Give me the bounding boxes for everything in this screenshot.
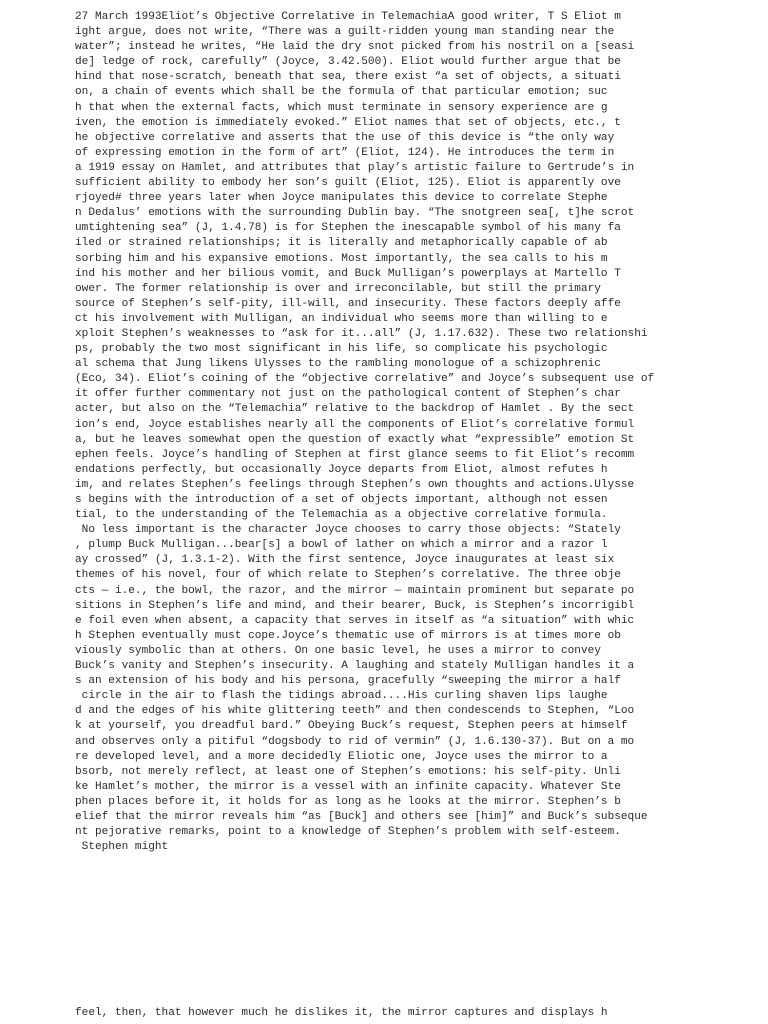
text-line: bsorb, not merely reflect, at least one of Stephen’s emotions: his self-pity. Unli xyxy=(75,765,621,778)
text-line: circle in the air to flash the tidings abroad....His curling shaven lips laughe xyxy=(75,690,608,703)
text-line: h that when the external facts, which must terminate in sensory experience are g xyxy=(75,101,608,114)
text-line: sorbing him and his expansive emotions. Most importantly, the sea calls to his m xyxy=(75,252,608,265)
text-line: ight argue, does not write, “There was a guilt-ridden young man standing near the xyxy=(75,26,615,39)
text-line: al schema that Jung likens Ulysses to the rambling monologue of a schizophrenic xyxy=(75,358,601,371)
text-line: he objective correlative and asserts that the use of this device is “the only way xyxy=(75,131,615,144)
text-line: e foil even when absent, a capacity that serves in itself as “a situation” with whic xyxy=(75,614,635,627)
text-line: re developed level, and a more decidedly Eliotic one, Joyce uses the mirror to a xyxy=(75,750,608,763)
text-line: acter, but also on the “Telemachia” relative to the backdrop of Hamlet . By the sect xyxy=(75,403,635,416)
text-line: ion’s end, Joyce establishes nearly all the components of Eliot’s correlative formul xyxy=(75,418,635,431)
text-line: s begins with the introduction of a set of objects important, although not essen xyxy=(75,494,608,506)
text-line: ps, probably the two most significant in his life, so complicate his psychologic xyxy=(75,343,608,356)
text-line: it offer further commentary not just on the pathological content of Stephen’s char xyxy=(75,388,621,401)
text-line: ower. The former relationship is over and irreconcilable, but still the primary xyxy=(75,282,601,295)
text-line: endations perfectly, but occasionally Joyce departs from Eliot, almost refutes h xyxy=(75,463,608,476)
next-page-continuation-line: feel, then, that however much he dislikes it, the mirror captures and displays h xyxy=(75,1007,608,1019)
text-line: iven, the emotion is immediately evoked.” Eliot names that set of objects, etc., t xyxy=(75,116,621,129)
text-line: source of Stephen’s self-pity, ill-will, and insecurity. These factors deeply affe xyxy=(75,297,621,310)
text-line: de] ledge of rock, carefully” (Joyce, 3.42.500). Eliot would further argue that be xyxy=(75,56,621,69)
text-line: nt pejorative remarks, point to a knowledge of Stephen’s problem with self-esteem. xyxy=(75,826,621,839)
essay-body-text xyxy=(75,10,654,855)
text-line: sufficient ability to embody her son’s guilt (Eliot, 125). Eliot is apparently ove xyxy=(75,177,621,190)
text-line: ephen feels. Joyce’s handling of Stephen at first glance seems to fit Eliot’s recomm xyxy=(75,448,635,461)
text-line: iled or strained relationships; it is literally and metaphorically capable of ab xyxy=(75,237,608,250)
text-line: hind that nose-scratch, beneath that sea, there exist “a set of objects, a situati xyxy=(75,71,621,84)
text-line: s an extension of his body and his persona, gracefully “sweeping the mirror a half xyxy=(75,675,621,688)
text-line: xploit Stephen’s weaknesses to “ask for it...all” (J, 1.17.632). These two relationshi xyxy=(75,327,648,340)
text-line: 27 March 1993Eliot’s Objective Correlative in TelemachiaA good writer, T S Eliot m xyxy=(75,11,621,23)
text-line: ind his mother and her bilious vomit, and Buck Mulligan’s powerplays at Martello T xyxy=(75,267,621,280)
text-line: d and the edges of his white glittering teeth” and then condescends to Stephen, “Loo xyxy=(75,705,635,718)
text-line: on, a chain of events which shall be the formula of that particular emotion; suc xyxy=(75,86,608,99)
text-line: elief that the mirror reveals him “as [Buck] and others see [him]” and Buck’s subseque xyxy=(75,810,648,823)
text-line: im, and relates Stephen’s feelings through Stephen’s own thoughts and actions.Ulysse xyxy=(75,478,635,491)
text-line: (Eco, 34). Eliot’s coining of the “objective correlative” and Joyce’s subsequent use of xyxy=(75,373,655,386)
text-line: rjoyed# three years later when Joyce manipulates this device to correlate Stephe xyxy=(75,192,608,205)
text-line: sitions in Stephen’s life and mind, and their bearer, Buck, is Stephen’s incorrigibl xyxy=(75,599,635,612)
text-line: a 1919 essay on Hamlet, and attributes that play’s artistic failure to Gertrude’s in xyxy=(75,161,635,174)
text-line: tial, to the understanding of the Telemachia as a objective correlative formula. xyxy=(75,509,608,522)
text-line: umtightening sea” (J, 1.4.78) is for Stephen the inescapable symbol of his many fa xyxy=(75,222,621,235)
text-line: , plump Buck Mulligan...bear[s] a bowl of lather on which a mirror and a razor l xyxy=(75,539,608,552)
text-line: Buck’s vanity and Stephen’s insecurity. A laughing and stately Mulligan handles it a xyxy=(75,660,635,673)
text-line: No less important is the character Joyce chooses to carry those objects: “Stately xyxy=(75,524,621,537)
text-line: water”; instead he writes, “He laid the dry snot picked from his nostril on a [seasi xyxy=(75,41,635,54)
text-line: h Stephen eventually must cope.Joyce’s thematic use of mirrors is at times more ob xyxy=(75,629,621,642)
text-line: of expressing emotion in the form of art” (Eliot, 124). He introduces the term in xyxy=(75,146,615,159)
text-line: ct his involvement with Mulligan, an individual who seems more than willing to e xyxy=(75,312,608,325)
text-line: phen places before it, it holds for as long as he looks at the mirror. Stephen’s b xyxy=(75,795,621,808)
text-line: ay crossed” (J, 1.3.1-2). With the first sentence, Joyce inaugurates at least six xyxy=(75,554,615,567)
text-line: k at yourself, you dreadful bard.” Obeying Buck’s request, Stephen peers at himself xyxy=(75,720,628,733)
text-line: viously symbolic than at others. On one basic level, he uses a mirror to convey xyxy=(75,644,601,657)
text-line: cts — i.e., the bowl, the razor, and the mirror — maintain prominent but separate po xyxy=(75,584,635,597)
text-line: n Dedalus’ emotions with the surrounding Dublin bay. “The snotgreen sea[, t]he scrot xyxy=(75,207,635,220)
text-line: a, but he leaves somewhat open the question of exactly what “expressible” emotion St xyxy=(75,433,635,446)
text-line: themes of his novel, four of which relate to Stephen’s correlative. The three obje xyxy=(75,569,621,582)
text-line: and observes only a pitiful “dogsbody to rid of vermin” (J, 1.6.130-37). But on a mo xyxy=(75,735,635,748)
text-line: Stephen might xyxy=(75,841,169,854)
text-line: ke Hamlet’s mother, the mirror is a vessel with an infinite capacity. Whatever Ste xyxy=(75,780,621,793)
